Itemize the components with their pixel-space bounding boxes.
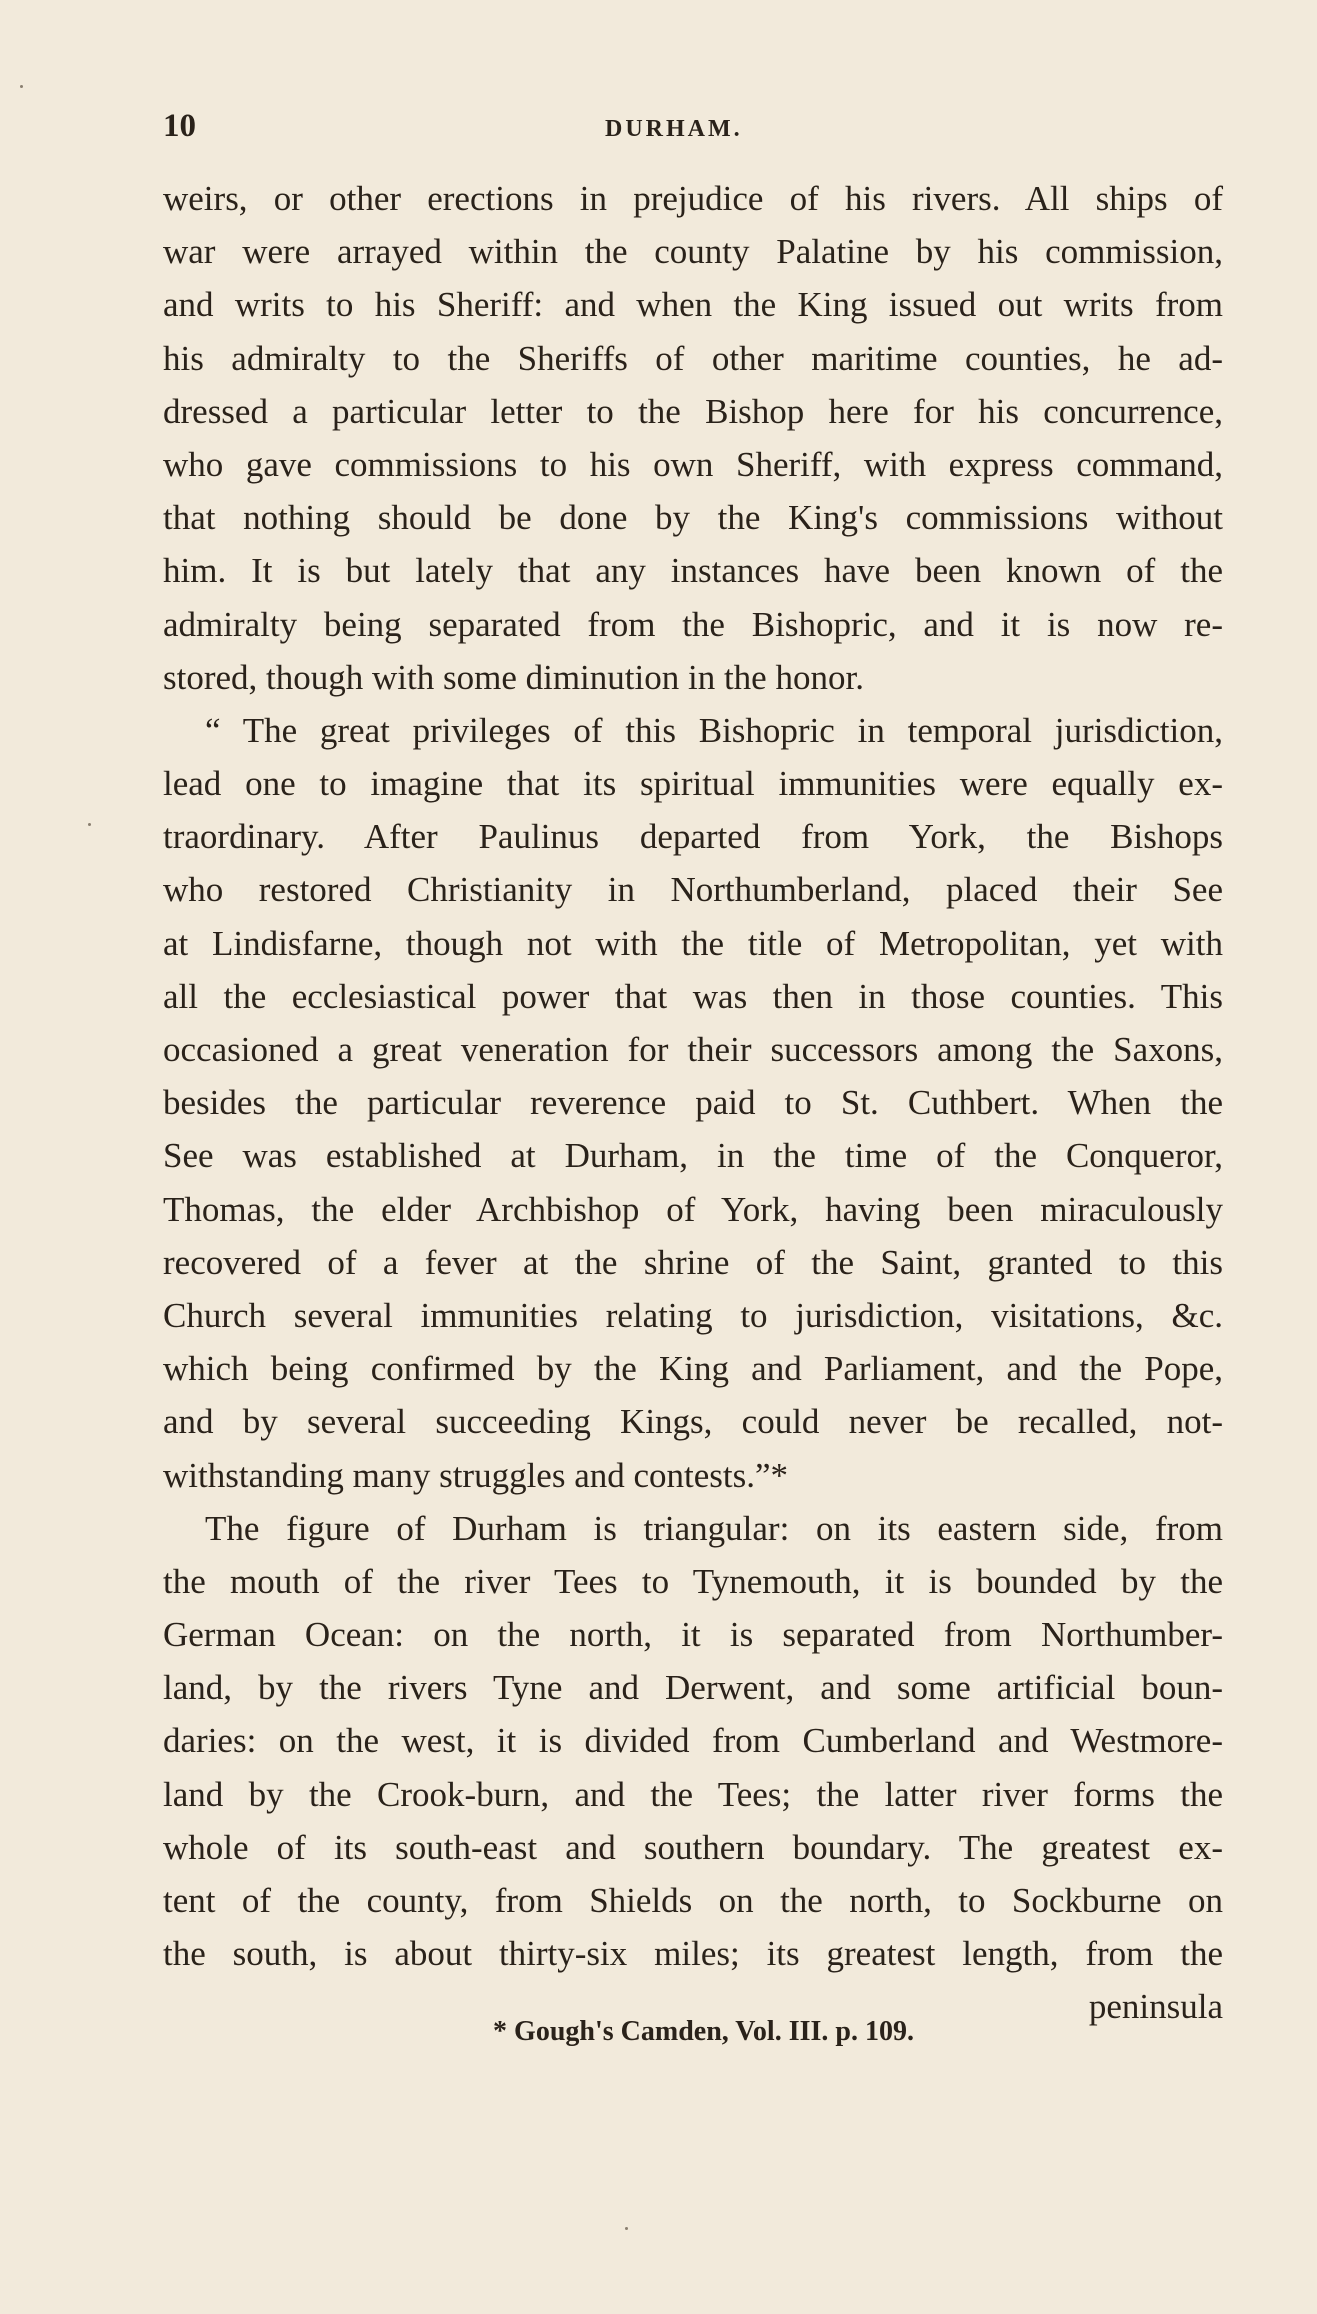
text-line: “ The great privileges of this Bishopric in temporal jurisdiction, xyxy=(205,710,1223,750)
page-header xyxy=(163,108,1223,152)
page-number: 10 xyxy=(163,108,196,144)
text-line: his admiralty to the Sheriffs of other maritime counties, he ad- xyxy=(163,338,1223,378)
text-line: the south, is about thirty-six miles; its greatest length, from the xyxy=(163,1934,1223,1974)
paper-speck xyxy=(88,823,91,826)
text-line: which being confirmed by the King and Parliament, and the Pope, xyxy=(163,1349,1223,1389)
text-line: dressed a particular letter to the Bishop here for his concurrence, xyxy=(163,391,1223,431)
text-line: land by the Crook-burn, and the Tees; the latter river forms the xyxy=(163,1774,1223,1814)
text-line: daries: on the west, it is divided from Cumberland and Westmore- xyxy=(163,1721,1223,1761)
text-line: occasioned a great veneration for their successors among the Saxons, xyxy=(163,1030,1223,1069)
text-line: withstanding many struggles and contests.”* xyxy=(163,1455,789,1495)
catchword: peninsula xyxy=(1088,1987,1223,2027)
text-line: Thomas, the elder Archbishop of York, having been miraculously xyxy=(163,1189,1223,1229)
text-line: stored, though with some diminution in the honor. xyxy=(163,657,864,697)
text-line: The figure of Durham is triangular: on its eastern side, from xyxy=(205,1508,1223,1548)
text-line: traordinary. After Paulinus departed from York, the Bishops xyxy=(163,817,1223,857)
text-line: and by several succeeding Kings, could never be recalled, not- xyxy=(163,1402,1223,1442)
text-line: admiralty being separated from the Bishopric, and it is now re- xyxy=(163,604,1223,644)
text-line: lead one to imagine that its spiritual immunities were equally ex- xyxy=(163,764,1223,804)
text-line: at Lindisfarne, though not with the title of Metropolitan, yet with xyxy=(163,923,1223,963)
text-line: weirs, or other erections in prejudice of his rivers. All ships of xyxy=(163,179,1223,218)
text-line: besides the particular reverence paid to St. Cuthbert. When the xyxy=(163,1083,1223,1123)
body-text xyxy=(163,172,1223,2034)
text-line: whole of its south-east and southern boundary. The greatest ex- xyxy=(163,1827,1223,1867)
paper-speck xyxy=(625,2227,628,2230)
text-line: who restored Christianity in Northumberland, placed their See xyxy=(163,870,1223,910)
text-line: and writs to his Sheriff: and when the King issued out writs from xyxy=(163,285,1223,325)
paper-speck xyxy=(20,85,23,88)
text-line: tent of the county, from Shields on the north, to Sockburne on xyxy=(163,1881,1223,1920)
text-line: all the ecclesiastical power that was then in those counties. This xyxy=(163,976,1223,1016)
running-head: DURHAM. xyxy=(605,116,743,142)
text-line: See was established at Durham, in the time of the Conqueror, xyxy=(163,1136,1223,1176)
text-line: recovered of a fever at the shrine of the Saint, granted to this xyxy=(163,1242,1223,1282)
text-line: Church several immunities relating to jurisdiction, visitations, &c. xyxy=(163,1295,1223,1335)
text-line: war were arrayed within the county Palatine by his commission, xyxy=(163,232,1223,272)
text-line: him. It is but lately that any instances have been known of the xyxy=(163,551,1223,591)
text-line: that nothing should be done by the King's commissions without xyxy=(163,498,1223,538)
text-line: who gave commissions to his own Sheriff, with express command, xyxy=(163,444,1223,484)
text-line: the mouth of the river Tees to Tynemouth, it is bounded by the xyxy=(163,1561,1223,1601)
footnote: * Gough's Camden, Vol. III. p. 109. xyxy=(493,2016,914,2047)
text-line: land, by the rivers Tyne and Derwent, and some artificial boun- xyxy=(163,1668,1223,1708)
text-line: German Ocean: on the north, it is separated from Northumber- xyxy=(163,1615,1223,1655)
